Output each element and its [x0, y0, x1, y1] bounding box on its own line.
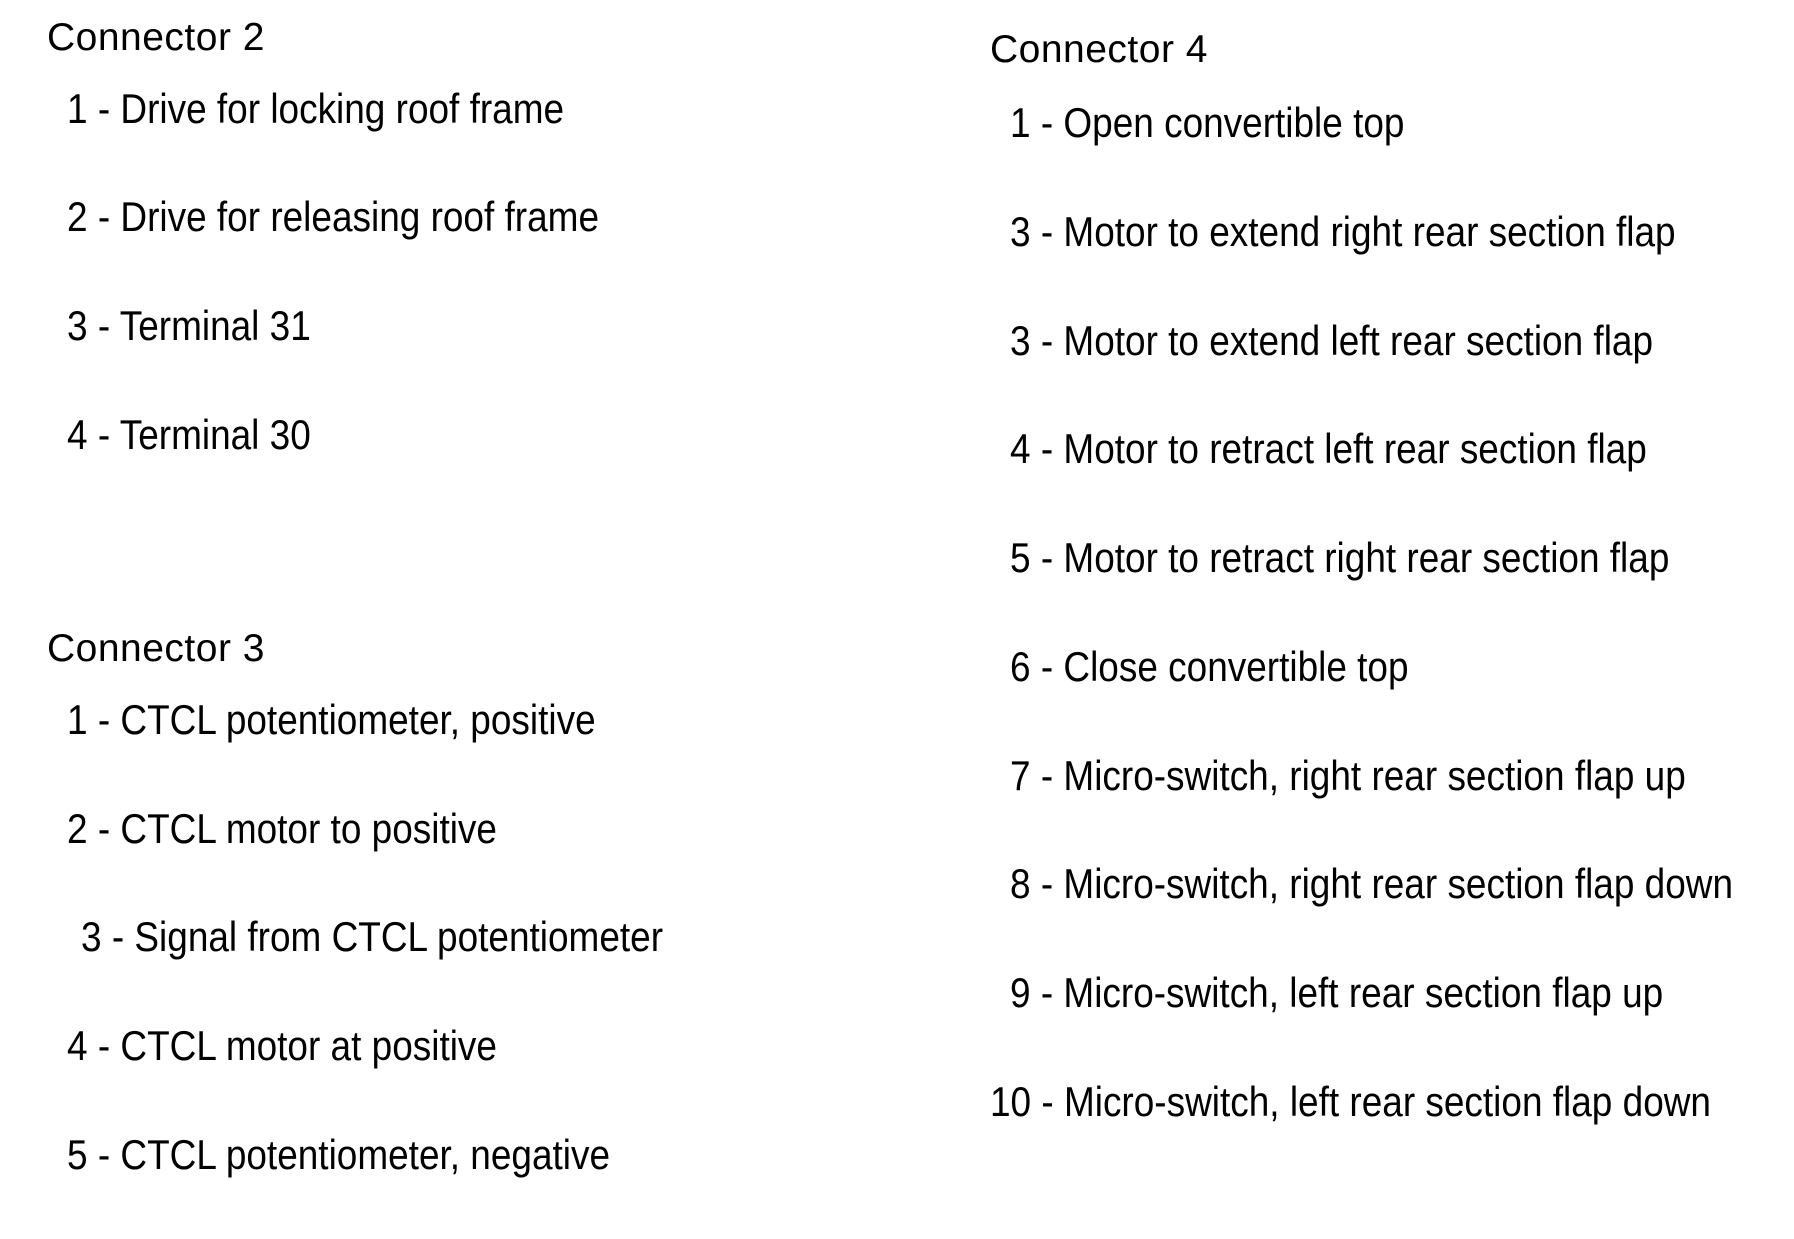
- connector-2-pin-3: 3 - Terminal 31: [67, 302, 311, 349]
- connector-2-pin-4: 4 - Terminal 30: [67, 411, 311, 458]
- connector-3-pin-5: 5 - CTCL potentiometer, negative: [67, 1131, 611, 1178]
- connector-4-pin-1: 1 - Open convertible top: [1010, 99, 1405, 146]
- connector-3-pin-3: 3 - Signal from CTCL potentiometer: [81, 913, 664, 960]
- connector-4-pin-7: 7 - Micro-switch, right rear section flap up: [1010, 752, 1686, 799]
- connector-3-pin-2: 2 - CTCL motor to positive: [67, 805, 497, 852]
- connector-4-pin-4: 4 - Motor to retract left rear section flap: [1010, 425, 1647, 472]
- connector-2-title: Connector 2: [47, 16, 265, 59]
- connector-4-pin-8: 8 - Micro-switch, right rear section flap down: [1010, 860, 1734, 907]
- connector-3-pin-1: 1 - CTCL potentiometer, positive: [67, 696, 596, 743]
- connector-2-pin-1: 1 - Drive for locking roof frame: [67, 85, 565, 132]
- connector-3-pin-4: 4 - CTCL motor at positive: [67, 1022, 497, 1069]
- connector-3-title: Connector 3: [47, 627, 265, 670]
- connector-4-pin-3-left-extend: 3 - Motor to extend left rear section flap: [1010, 317, 1654, 364]
- connector-2-pin-2: 2 - Drive for releasing roof frame: [67, 193, 600, 240]
- connector-4-title: Connector 4: [990, 28, 1208, 71]
- connector-4-pin-6: 6 - Close convertible top: [1010, 643, 1409, 690]
- connector-4-pin-9: 9 - Micro-switch, left rear section flap up: [1010, 969, 1664, 1016]
- connector-4-pin-10: 10 - Micro-switch, left rear section flap down: [990, 1078, 1711, 1125]
- connector-4-pin-5: 5 - Motor to retract right rear section flap: [1010, 534, 1670, 581]
- connector-4-pin-3-right-extend: 3 - Motor to extend right rear section flap: [1010, 208, 1676, 255]
